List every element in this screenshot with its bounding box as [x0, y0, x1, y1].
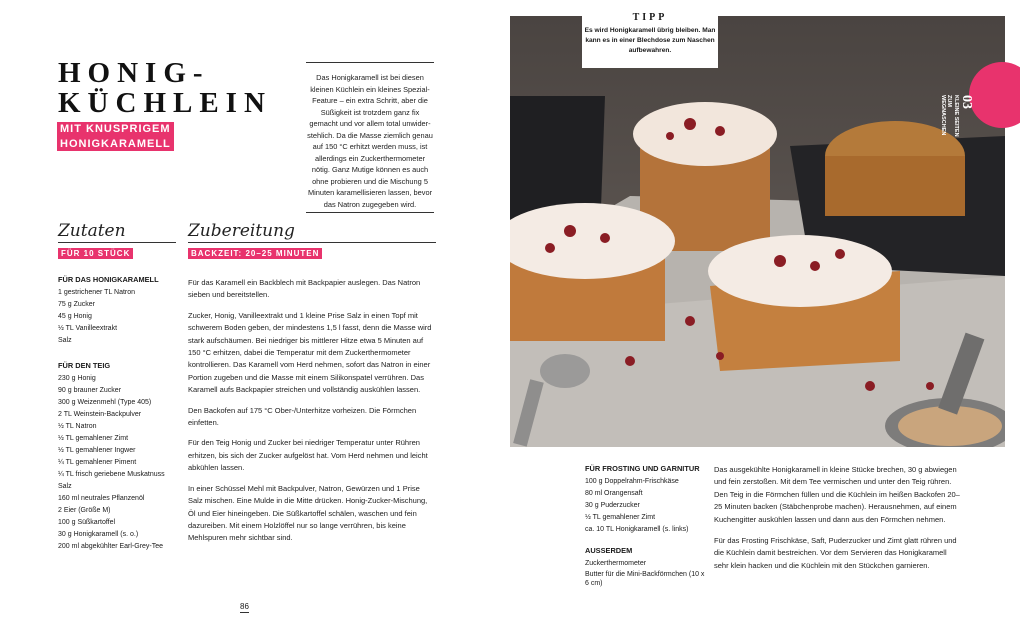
cake-back-right: [825, 156, 965, 216]
ingredient-item: 2 Eier (Größe M): [58, 507, 111, 514]
frosting-column: [585, 464, 705, 588]
frosting-back-middle: [633, 102, 777, 166]
ingredient-item: ca. 10 TL Honigkaramell (s. links): [585, 526, 689, 533]
ingredient-item: 75 g Zucker: [58, 301, 95, 308]
frosting-step: Das ausgekühlte Honigkaramell in kleine Stücke brechen, 30 g abwiegen und fein zerstoßen. Mit dem Tee vermischen und unter den Teig rühren. Den Teig in die Förmchen füllen und die Küchlein im heißen Backofen 20–25 Minuten backen (Stäbchenprobe machen). Herausnehmen, auf einem Kuchengitter auskühlen lassen und dann aus den Förmchen nehmen.: [714, 465, 960, 524]
tip-text: Es wird Honigkaramell übrig bleiben. Man kann es in einer Blechdose zum Naschen aufbewahren.: [584, 27, 716, 54]
ingredient-section-title: FÜR DAS HONIGKARAMELL: [58, 275, 159, 284]
ingredient-item: ½ TL gemahlener Zimt: [58, 435, 129, 442]
subtitle-line2: HONIGKARAMELL: [57, 137, 174, 152]
chapter-label-line3: WEGNASCHEN: [940, 95, 946, 136]
extras-section-title: AUSSERDEM: [585, 546, 633, 555]
ingredient-section-title: FÜR DEN TEIG: [58, 361, 111, 370]
ingredient-item: 45 g Honig: [58, 313, 92, 320]
ingredient-list-teig: [58, 373, 176, 553]
preparation-step: In einer Schüssel Mehl mit Backpulver, Natron, Gewürzen und 1 Prise Salz mischen. Eine Mulde in die Mitte drücken. Honig-Zucker-Mischung, Öl und Eier hineingeben. Die Süßkartoffel schälen, waschen und fein dazureiben. Mit einem Holzlöffel nur so lange verrühren, bis keine Mehlspuren mehr sichtbar sind.: [188, 483, 428, 543]
ingredient-item: ½ TL Vanilleextrakt: [58, 325, 118, 332]
ingredient-item: 100 g Doppelrahm-Frischkäse: [585, 478, 679, 485]
recipe-photo: [510, 16, 1005, 447]
ingredient-item: Zuckerthermometer: [585, 560, 647, 567]
preparation-heading-rule: [188, 242, 436, 243]
ingredients-heading-rule: [58, 242, 176, 243]
ingredient-item: ½ TL Natron: [58, 423, 97, 430]
ingredient-item: ½ TL gemahlener Zimt: [585, 514, 656, 521]
preparation-step: Für den Teig Honig und Zucker bei niedriger Temperatur unter Rühren erhitzen, bis sich der Zucker aufgelöst hat. Vom Herd nehmen und leicht abkühlen lassen.: [188, 438, 428, 473]
ingredient-item: 230 g Honig: [58, 375, 96, 382]
preparation-step: Für das Karamell ein Backblech mit Backpapier auslegen. Das Natron sieben und bereitstellen.: [188, 278, 421, 300]
ingredient-item: 160 ml neutrales Pflanzenöl: [58, 495, 145, 502]
intro-bottom-rule: [306, 212, 434, 213]
ingredient-item: ¼ TL gemahlener Piment: [58, 459, 137, 466]
ingredient-item: 1 gestrichener TL Natron: [58, 289, 136, 296]
recipe-title-line2: KÜCHLEIN: [58, 87, 272, 119]
ingredient-item: 2 TL Weinstein-Backpulver: [58, 411, 142, 418]
ingredient-item: ½ TL gemahlener Ingwer: [58, 447, 136, 454]
ingredients-column: [58, 222, 176, 553]
ingredient-item: Salz: [58, 337, 72, 344]
ingredient-item: 90 g brauner Zucker: [58, 387, 122, 394]
bake-time-badge: BACKZEIT: 20–25 MINUTEN: [188, 248, 322, 259]
ingredient-item: 200 ml abgekühlter Earl-Grey-Tee: [58, 543, 164, 550]
ingredient-item: 30 g Honigkaramell (s. o.): [58, 531, 139, 538]
preparation-heading: Zubereitung: [188, 221, 295, 241]
preparation-step: Zucker, Honig, Vanilleextrakt und 1 kleine Prise Salz in einen Topf mit schwerem Boden geben, der mindestens 1,5 l fasst, denn die Masse wird stark aufschäumen. Bei niedriger bis mittlerer Hitze etwa 5 Minuten auf 150 °C erhitzen, dabei die Temperatur mit dem Zuckerthermometer kontrollieren. Das Karamell vom Herd nehmen, sofort das Natron in einer Portion zugeben und die Masse mit einem Silikonspatel verrühren. Das Karamell aufs Backpapier streichen und vollständig auskühlen lassen.: [188, 310, 432, 395]
ingredient-item: 30 g Puderzucker: [585, 502, 640, 509]
page-number: 86: [240, 602, 249, 611]
frosting-step: Für das Frosting Frischkäse, Saft, Puderzucker und Zimt glatt rühren und die Küchlein damit bestreichen. Vor dem Servieren das Honigkaramell sehr klein hacken und die Küchlein mit den Stückchen garnieren.: [714, 536, 957, 570]
yield-badge: FÜR 10 STÜCK: [58, 248, 133, 259]
frosting-instructions: [714, 464, 962, 581]
frosting-section-title: FÜR FROSTING UND GARNITUR: [585, 464, 700, 473]
recipe-title: [58, 58, 272, 118]
chapter-label-line1: KLEINE SEITEN: [953, 95, 959, 137]
ingredient-item: Butter für die Mini-Backförmchen (10 x 6 cm): [585, 571, 705, 587]
frosting-front-right: [708, 235, 892, 307]
ingredient-item: Salz: [58, 483, 72, 490]
chapter-label-line2: ZUM: [946, 95, 953, 107]
subtitle-line1: MIT KNUSPRIGEM: [57, 122, 174, 137]
ingredient-item: 300 g Weizenmehl (Type 405): [58, 399, 152, 406]
ingredient-item: 80 ml Orangensaft: [585, 490, 643, 497]
ingredients-heading: Zutaten: [58, 221, 126, 241]
preparation-column: [188, 222, 436, 545]
recipe-title-line1: HONIG-: [58, 57, 210, 89]
tip-title: TIPP: [632, 12, 668, 23]
chapter-number: 03: [959, 95, 974, 109]
spoon-left: [540, 354, 590, 388]
cakes-illustration: [510, 16, 1005, 447]
ingredient-item: ¼ TL frisch geriebene Muskatnuss: [58, 471, 165, 478]
tip-box: [582, 8, 718, 68]
preparation-step: Den Backofen auf 175 °C Ober-/Unterhitze vorheizen. Die Förmchen einfetten.: [188, 405, 417, 428]
ingredient-item: 100 g Süßkartoffel: [58, 519, 116, 526]
ingredient-list-karamell: [58, 287, 176, 347]
recipe-intro: Das Honigkaramell ist bei diesen kleinen Küchlein ein kleines Spezial-Feature – ein extra Schritt, aber die Süßigkeit ist trotzdem ganz fix gemacht und vor allem total unwider-stehlich. Da die Masse ziemlich genau auf 150 °C erhitzt werden muss, ist allerdings ein Zuckerthermometer nötig. Ganz Mutige können es auch ohne probieren und die Mischung 5 Minuten karamellisieren lassen, bevor das Natron zugegeben wird.: [307, 73, 433, 209]
recipe-subtitle: [57, 122, 174, 151]
intro-top-rule: [306, 62, 434, 63]
